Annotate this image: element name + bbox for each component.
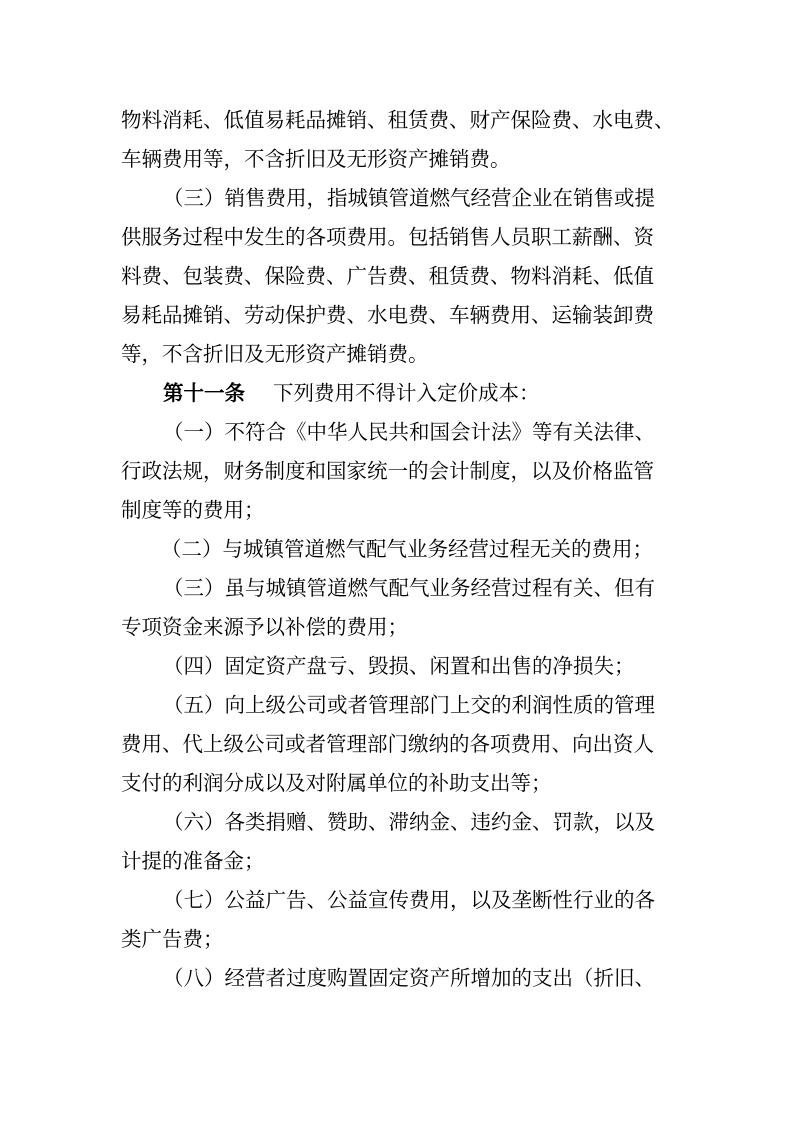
text-line-1: 物料消耗、低值易耗品摊销、租赁费、财产保险费、水电费、 [121,108,675,132]
clause-sales-expense-line-4: 易耗品摊销、劳动保护费、水电费、车辆费用、运输装卸费 [121,303,654,327]
clause-sales-expense-line-2: 供服务过程中发生的各项费用。包括销售人员职工薪酬、资 [121,225,654,249]
item-3-line-1: （三）虽与城镇管道燃气配气业务经营过程有关、但有 [163,576,655,600]
item-6-line-1: （六）各类捐赠、赞助、滞纳金、违约金、罚款，以及 [163,810,655,834]
item-1-line-1: （一）不符合《中华人民共和国会计法》等有关法律、 [163,420,655,444]
item-2-line-1: （二）与城镇管道燃气配气业务经营过程无关的费用； [161,537,653,561]
item-1-line-2: 行政法规，财务制度和国家统一的会计制度，以及价格监管 [121,459,654,483]
item-5-line-2: 费用、代上级公司或者管理部门缴纳的各项费用、向出资人 [121,732,654,756]
item-7-line-1: （七）公益广告、公益宣传费用，以及垄断性行业的各 [163,888,655,912]
item-6-line-2: 计提的准备金； [121,849,265,873]
item-5-line-3: 支付的利润分成以及对附属单位的补助支出等； [121,771,552,795]
item-8-line-1: （八）经营者过度购置固定资产所增加的支出（折旧、 [163,966,655,990]
article-number: 第十一条 [163,381,245,405]
article-heading [121,374,677,413]
clause-sales-expense-line-1: （三）销售费用，指城镇管道燃气经营企业在销售或提 [163,186,655,210]
item-3-line-2: 专项资金来源予以补偿的费用； [121,615,408,639]
document-page [121,101,677,998]
item-4-line-1: （四）固定资产盘亏、毁损、闲置和出售的净损失； [163,654,635,678]
text-line-2: 车辆费用等，不含折旧及无形资产摊销费。 [121,147,511,171]
article-text: 下列费用不得计入定价成本： [273,381,540,405]
item-1-line-3: 制度等的费用； [121,498,265,522]
clause-sales-expense-line-3: 料费、包装费、保险费、广告费、租赁费、物料消耗、低值 [121,264,654,288]
item-7-line-2: 类广告费； [121,927,224,951]
item-5-line-1: （五）向上级公司或者管理部门上交的利润性质的管理 [163,693,655,717]
clause-sales-expense-line-5: 等，不含折旧及无形资产摊销费。 [121,342,429,366]
